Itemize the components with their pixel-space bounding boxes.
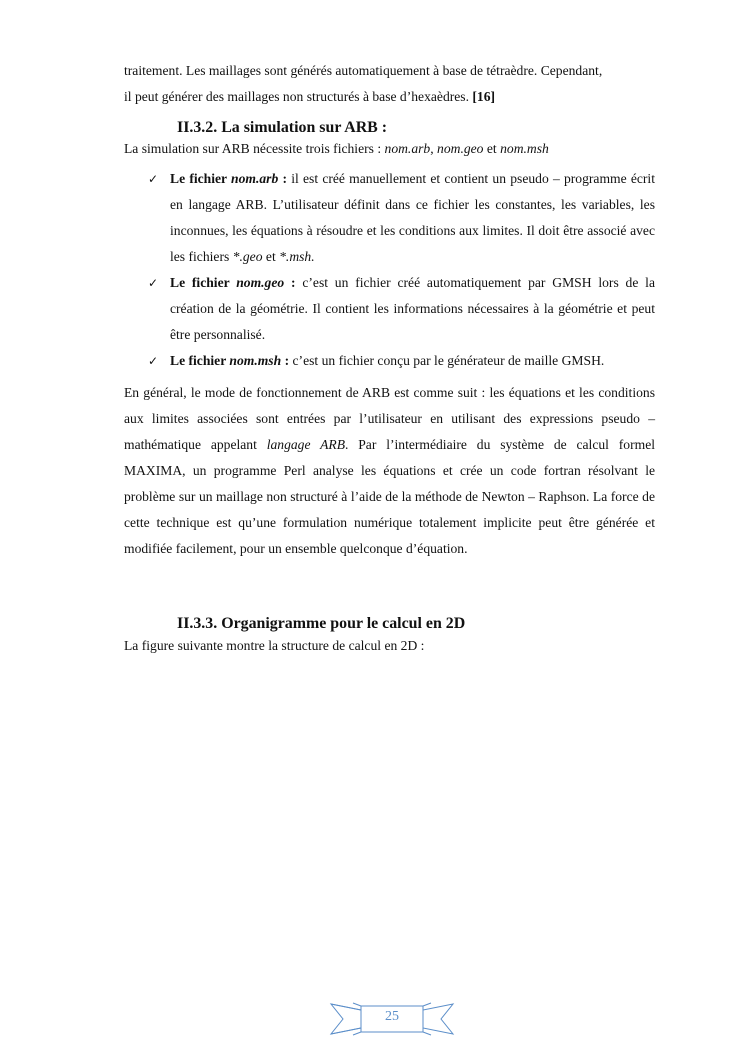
file-list xyxy=(124,166,655,374)
section-heading-333: II.3.3. Organigramme pour le calcul en 2D xyxy=(177,615,466,632)
section-332-intro: La simulation sur ARB nécessite trois fichiers : nom.arb, nom.geo et nom.msh xyxy=(124,141,549,156)
file-name-arb: nom.arb xyxy=(384,141,431,156)
list-item: ✓ Le fichier nom.geo : c’est un fichier créé automatiquement par GMSH lors de la création de la géométrie. Il contient les informations nécessaires à la géométrie et peut être personnalisé. xyxy=(124,270,655,348)
citation-ref: [16] xyxy=(472,89,496,104)
section-333-text: La figure suivante montre la structure de calcul en 2D : xyxy=(124,638,425,653)
intro-paragraph xyxy=(124,58,655,110)
general-paragraph: En général, le mode de fonctionnement de ARB est comme suit : les équations et les conditions aux limites associées sont entrées par l’utilisateur en utilisant des expressions pseudo – mathématique appelant langage ARB. Par l’intermédiaire du système de calcul formel MAXIMA, un programme Perl analyse les équations et crée un code fortran résolvant le problème sur un maillage non structuré à l’aide de la méthode de Newton – Raphson. La force de cette technique est qu’une formulation numérique totalement implicite peut être générée et modifiée facilement, pour un ensemble quelconque d’équation. xyxy=(124,385,656,556)
checkmark-icon: ✓ xyxy=(148,354,159,368)
langage-arb-term: langage ARB xyxy=(266,437,346,452)
checkmark-icon: ✓ xyxy=(148,172,159,186)
file-name-geo: nom.geo xyxy=(437,141,484,156)
checkmark-icon: ✓ xyxy=(148,276,159,290)
list-item: ✓ Le fichier nom.msh : c’est un fichier conçu par le générateur de maille GMSH. xyxy=(124,348,655,374)
file-name-msh: nom.msh xyxy=(500,141,549,156)
section-heading-332: II.3.2. La simulation sur ARB : xyxy=(177,119,388,136)
page-number: 25 xyxy=(385,1009,399,1024)
list-item: ✓ Le fichier nom.arb : il est créé manuellement et contient un pseudo – programme écrit en langage ARB. L’utilisateur définit dans ce fichier les constantes, les variables, les inconnues, les équations à résoudre et les conditions aux limites. Il doit être associé avec les fichiers *.geo et *.msh. xyxy=(124,166,655,270)
page-footer xyxy=(329,1000,455,1038)
intro-line-2: il peut générer des maillages non structurés à base d’hexaèdres. xyxy=(124,89,469,104)
page-content xyxy=(124,58,655,658)
intro-line-1: traitement. Les maillages sont générés automatiquement à base de tétraèdre. Cependant, xyxy=(124,63,603,78)
